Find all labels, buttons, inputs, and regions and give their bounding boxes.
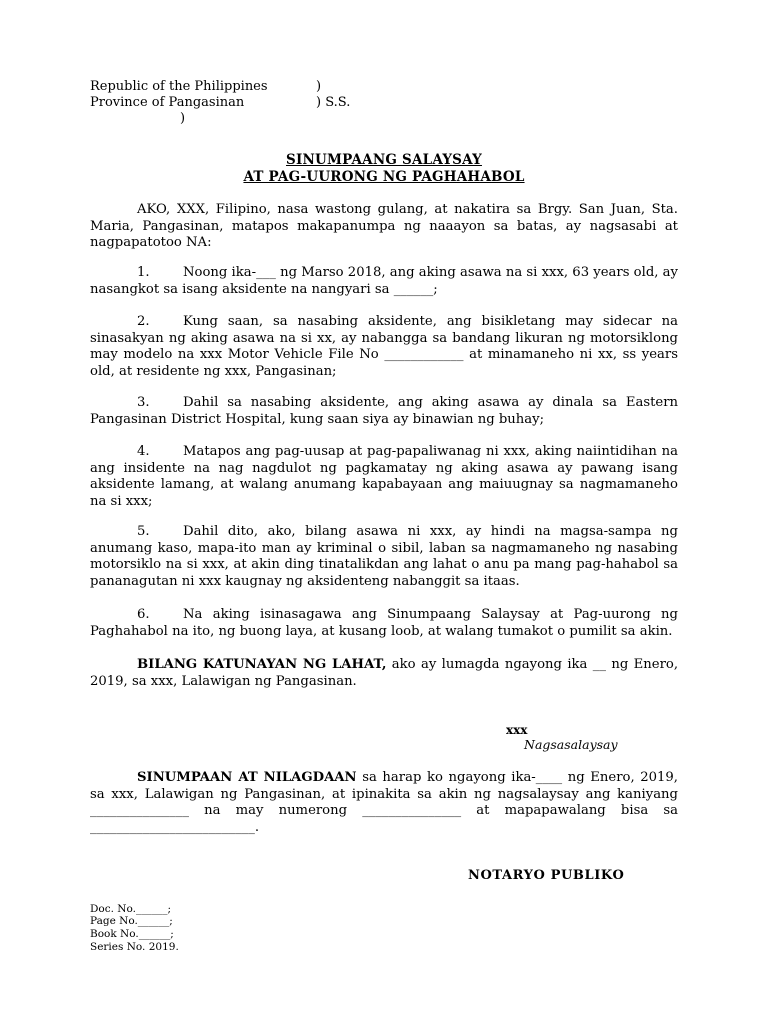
witness-clause [90,657,678,690]
item-text: Dahil dito, ako, bilang asawa ni xxx, ay hindi na magsa-sampa ng anumang kaso, mapa-ito man ay kriminal o sibil, laban sa nagmamaneho ng nasabing motorsiklo na si xxx, at akin ding tinatalikdan ang lahat o anu pa mang pag-hahabol sa pananagutan ni xxx kaugnay ng aksidenteng nabanggit sa itaas. [90,524,678,589]
item-number: 5. [137,524,150,539]
caption-province: Province of Pangasinan [90,95,245,110]
item-3 [90,395,678,428]
witness-text: ako ay lumagda ngayong ika __ ng Enero, 2019, sa xxx, Lalawigan ng Pangasinan. [90,657,679,689]
page-number: Page No.______; [90,915,173,927]
affiant-role: Nagsasalaysay [524,737,618,752]
intro-paragraph: AKO, XXX, Filipino, nasa wastong gulang, at nakatira sa Brgy. San Juan, Sta. Maria, Pangasinan, matapos makapanumpa ng naaayon sa batas, ay nagsasabi at nagpapatotoo NA: [90,202,678,251]
caption-paren-3: ) [180,111,186,126]
item-6 [90,607,678,640]
caption-paren-1: ) [316,79,322,94]
document-title: SINUMPAANG SALAYSAY [286,152,482,168]
jurat-text: sa harap ko ngayong ika-____ ng Enero, 2019, sa xxx, Lalawigan ng Pangasinan, at ipinakita sa akin ng nagsalaysay ang kaniyang _______________ na may numerong _______________ at mapapawalang bisa sa _________________________. [90,770,678,835]
item-number: 2. [137,314,150,329]
item-number: 3. [137,395,150,410]
notary-public-label: NOTARYO PUBLIKO [468,868,625,883]
item-text: Dahil sa nasabing aksidente, ang aking asawa ay dinala sa Eastern Pangasinan District Hospital, kung saan siya ay binawian ng buhay; [90,395,678,427]
series-number: Series No. 2019. [90,941,179,953]
item-number: 1. [137,265,150,280]
item-number: 6. [137,607,150,622]
item-1 [90,265,678,298]
item-text: Na aking isinasagawa ang Sinumpaang Salaysay at Pag-uurong ng Paghahabol na ito, ng buong laya, at kusang loob, at walang tumakot o pumilit sa akin. [90,607,678,639]
item-2 [90,314,678,380]
item-4 [90,444,678,510]
item-text: Matapos ang pag-uusap at pag-papaliwanag ni xxx, aking naiintidihan na ang insidente na nag nagdulot ng pagkamatay ng aking asawa ay pawang isang aksidente lamang, at walang anumang kapabayaan ang maiuugnay sa nagmamaneho na si xxx; [90,444,678,509]
item-5 [90,524,678,590]
item-text: Kung saan, sa nasabing aksidente, ang bisikletang may sidecar na sinasakyan ng aking asawa na si xx, ay nabangga sa bandang likuran ng motorsiklong may modelo na xxx Motor Vehicle File No ____________ at minamaneho ni xx, ss years old, at residente ng xxx, Pangasinan; [90,314,678,379]
venue-caption [90,79,490,127]
jurat-paragraph [90,770,678,836]
affiant-name: xxx [506,723,528,737]
document-subtitle: AT PAG-UURONG NG PAGHAHABOL [243,169,525,185]
item-number: 4. [137,444,150,459]
caption-ss: ) S.S. [316,95,351,110]
witness-lead: BILANG KATUNAYAN NG LAHAT, [137,657,387,672]
jurat-lead: SINUMPAAN AT NILAGDAAN [137,770,357,785]
item-text: Noong ika-___ ng Marso 2018, ang aking asawa na si xxx, 63 years old, ay nasangkot sa isang aksidente na nangyari sa ______; [90,265,678,297]
book-number: Book No.______; [90,928,174,940]
caption-republic: Republic of the Philippines [90,79,268,94]
doc-number: Doc. No.______; [90,903,171,915]
